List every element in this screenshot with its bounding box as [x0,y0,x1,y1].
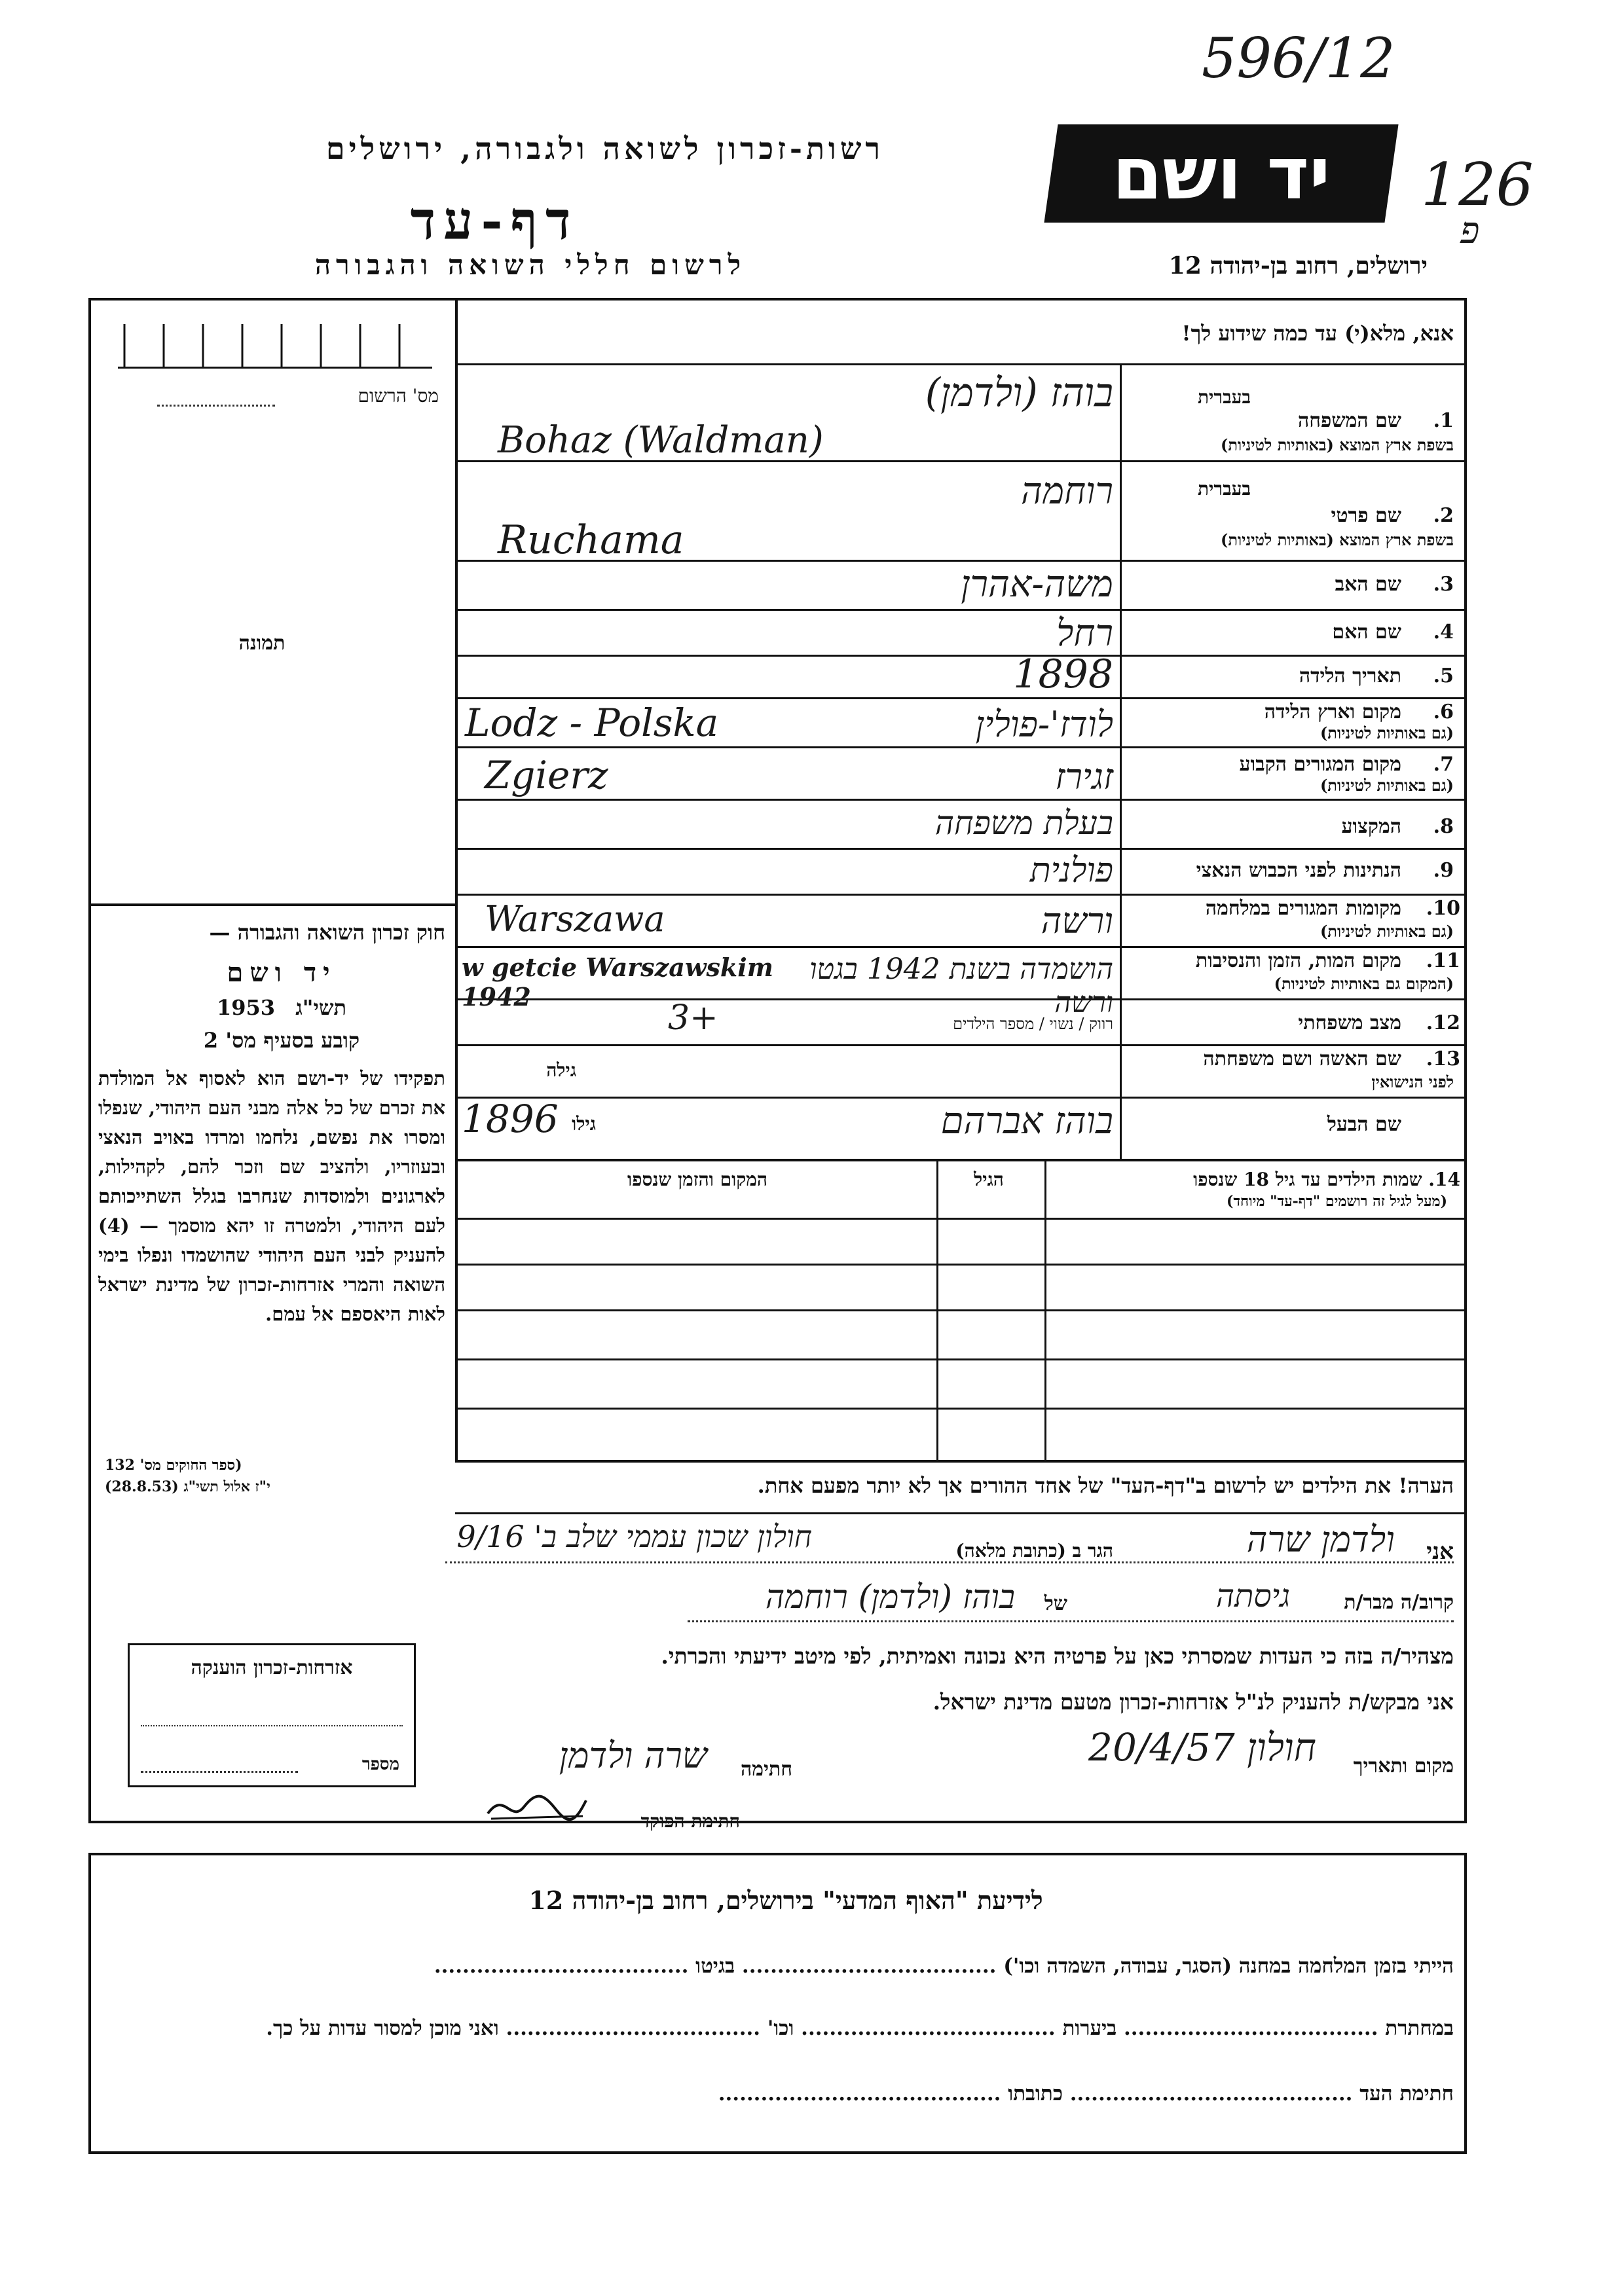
law-clause: קובע בסעיף מס' 2 [203,1028,360,1053]
field-12-options: רווק / נשוי / מספר הילדים [953,1015,1113,1033]
footer-title: לידיעת "האוף המדעי" בירושלים, רחוב בן-יהודה 12 [528,1886,1043,1915]
children-row-line [455,1408,1467,1410]
field-5-label: תאריך הלידה [1299,665,1401,687]
husband-age-label: גילו [572,1113,596,1135]
field-2-number: 2. [1433,504,1454,527]
page-reference: 596/12 [1202,26,1395,90]
field-5-number: 5. [1433,665,1454,687]
field-10-hint: (גם באותיות לטיניות) [1320,922,1454,941]
children-row-line [455,1309,1467,1311]
row-line [455,1044,1467,1046]
field-13-label: שם האשה ושם משפחתה [1203,1048,1401,1070]
law-text: תפקידו של יד-ושם הוא לאסוף אל המולדת את זכרם של כל אלה מבני העם היהודי, שנפלו ומסרו את נפשם, נלחמו ומרדו באויב הנאצי ובעוזריו, ולהציב שם וזכר להם, לקהילות, לארגונים ולמוסדות שנחרבו בגלל השתייכותם לעם היהודי, ולמטרה זו יהא מוסמך — (4) להעניק לבני העם היהודי שהושמדו ונפלו בימי השואה והמרי אזרחות-זכרון של מדינת ישראל לאות היאספם אל עמם. [98,1067,445,1325]
law-year: 1953 [217,995,276,1020]
field-8-label: המקצוע [1341,815,1401,838]
field-8-number: 8. [1433,815,1454,838]
row-line [455,1159,1467,1161]
side-photo-bottom [88,903,455,906]
registration-boxes [118,324,432,369]
field-11-hebrew-value[interactable]: הושמדה בשנת 1942 בגטו ורשה [809,953,1113,1019]
field-2-hint: בשפת ארץ המוצא (באותיות לטיניות) [1221,530,1454,549]
footer-line-3: חתימת העד ........................................ כתובתו ........................................ [718,2082,1454,2105]
authority-name: רשות-זכרון לשואה ולגבורה, ירושלים [325,131,884,166]
witness-address-label: הגר ב (כתובת מלאה) [955,1540,1113,1561]
witness-relative-label: קרוב/ה מבר/ת [1344,1591,1454,1614]
note-bottom [455,1512,1467,1514]
row-line [455,799,1467,801]
field-12-number: 12. [1426,1011,1460,1034]
field-2-hebrew-value[interactable]: רוחמה [1021,470,1113,513]
row-line [455,894,1467,896]
field-10-latin-value[interactable]: Warszawa [485,898,665,939]
witness-place-date-value[interactable]: חולון 20/4/57 [1088,1725,1316,1770]
citizenship-number-label: מספר [361,1755,399,1774]
field-6-latin-value[interactable]: Lodz - Polska [465,701,719,745]
field-1-hint: בשפת ארץ המוצא (באותיות לטיניות) [1221,435,1454,454]
witness-i-label: אני [1426,1539,1454,1565]
row-line [455,746,1467,748]
children-title: 14. שמות הילדים עד גיל 18 שנספו [1193,1169,1460,1190]
field-2-label: שם פרטי [1331,504,1401,527]
field-3-number: 3. [1433,573,1454,596]
witness-relative-value[interactable]: גיסתה [1215,1578,1290,1614]
field-7-hint: (גם באותיות לטיניות) [1320,776,1454,795]
field-3-label: שם האב [1335,573,1401,596]
field-11-hint: (המקום גם באותיות לטיניות) [1274,974,1454,993]
footer-line-1: הייתי בזמן המלחמה במחנה (הסגר, עבודה, השמדה וכו') .................................... בגיטו .................................... [434,1954,1454,1978]
field-5-value[interactable]: 1898 [1013,651,1113,697]
field-4-value[interactable]: רחל [1056,612,1113,655]
witness-relative-line [688,1620,1454,1622]
children-row-line [455,1218,1467,1220]
registration-ticks [118,324,432,367]
law-year-hebrew: תשי"ג [295,995,346,1020]
children-bottom [455,1460,1467,1463]
field-label-divider [1120,363,1122,1159]
law-reference-2: י"ז אלול תשי"ג (28.8.53) [105,1478,270,1495]
header-address: ירושלים, רחוב בן-יהודה 12 [1168,252,1428,280]
field-9-label: הנתינות לפני הכבוש הנאצי [1196,859,1401,882]
witness-name-value[interactable]: ולדמן שרה [1246,1519,1395,1560]
field-1-latin-value[interactable]: Bohaz (Waldman) [498,419,824,462]
field-7-hebrew-value[interactable]: זגירז [1055,756,1113,797]
citizenship-line [141,1725,403,1726]
witness-address-line [445,1561,1454,1563]
margin-reference-sub: פ [1460,210,1480,252]
field-3-value[interactable]: משה-אהרן [961,563,1113,606]
field-13-age-label: גילה [546,1059,576,1081]
witness-sign-label: חתימה [741,1758,792,1781]
footer-line-2: במחתרת .................................... ביערות .................................... וכו' .................................... ואני מוכן למסור עדות על כך. [266,2016,1454,2040]
field-1-hebrew-value[interactable]: בוהז (ולדמן) [925,370,1113,416]
field-12-label: מצב משפחתי [1298,1011,1401,1034]
field-4-number: 4. [1433,621,1454,644]
field-6-hint: (גם באותיות לטיניות) [1320,723,1454,742]
document-title: דף-עד [410,190,579,251]
field-8-value[interactable]: בעלת משפחה [934,804,1113,842]
citizenship-title: אזרחות-זכרון הוענקה [191,1656,353,1679]
citizenship-number-line [141,1771,298,1773]
field-1-label: שם המשפחה [1297,409,1401,432]
children-hint: (מעל לגיל זה רושמים "דף-עד" מיוחד) [1227,1193,1447,1210]
officer-signature-scribble [485,1787,589,1827]
law-title: חוק זכרון השואה והגבורה — [209,920,445,945]
field-12-children-count[interactable]: 3+ [668,998,718,1038]
row-line [455,1097,1467,1099]
document-subtitle: לרשום חללי השואה והגבורה [314,249,747,281]
field-6-label: מקום וארץ הלידה [1264,701,1401,723]
field-left-border [455,363,457,1159]
field-7-label: מקום המגורים הקבוע [1239,753,1401,776]
law-year-row [196,995,367,1020]
field-2-tag: בעברית [1197,478,1251,500]
witness-declaration: מצהיר/ה בזה כי העדות שמסרתי כאן על פרטיה היא נכונה ואמיתית, לפי מיטב ידיעתי והכרתי. [661,1643,1454,1669]
margin-reference: 126 [1421,151,1534,219]
row-line [455,946,1467,948]
photo-label: תמונה [238,632,286,655]
registration-number-line[interactable] [157,405,275,407]
officer-signature[interactable] [485,1787,589,1827]
husband-name-value[interactable]: בוהז אברהם [940,1100,1113,1142]
field-11-number: 11. [1426,949,1460,972]
field-10-number: 10. [1426,897,1460,920]
field-1-number: 1. [1433,409,1454,432]
husband-age-value[interactable]: 1896 [462,1097,559,1141]
children-place-header: המקום והזמן שנספו [627,1169,767,1190]
row-line [455,697,1467,699]
row-line [455,609,1467,611]
husband-label: שם הבעל [1327,1113,1401,1136]
law-reference-1: (ספר החוקים מס' 132 [105,1457,242,1474]
field-6-number: 6. [1433,701,1454,723]
law-name: יד ושם [227,957,337,988]
field-11-latin-value[interactable]: w getcie Warszawskim 1942 [462,953,773,1011]
field-2-latin-value[interactable]: Ruchama [498,517,684,563]
children-row-line [455,1358,1467,1360]
yad-vashem-logo [1044,124,1398,223]
field-13-hint: לפני הנישואין [1371,1072,1454,1091]
field-10-hebrew-value[interactable]: ורשה [1041,900,1113,941]
officer-signature-label: חתימת הפוקד [640,1810,740,1832]
intro-instruction: אנא, מלא(י) עד כמה שידוע לך! [1181,321,1454,346]
children-row-line [455,1264,1467,1266]
witness-request: אני מבקש/ת להעניק לנ"ל אזרחות-זכרון מטעם מדינת ישראל. [932,1689,1454,1715]
witness-signature[interactable]: שרה ולדמן [559,1735,707,1776]
field-9-value[interactable]: פולנית [1029,851,1113,890]
witness-address-value[interactable]: חולון שכון עממי שלב ב' 9/16 [456,1519,812,1554]
registration-number-label: מס' הרשום [358,385,439,407]
field-6-hebrew-value[interactable]: לודז'-פולין [975,704,1113,745]
logo-text: יד ושם [1112,132,1331,215]
field-1-tag: בעברית [1197,386,1251,408]
field-9-number: 9. [1433,859,1454,882]
field-7-number: 7. [1433,753,1454,776]
note-text: הערה! את הילדים יש לרשום ב"דף-העד" של אחד ההורים אך לא יותר מפעם אחת. [757,1473,1454,1498]
witness-of-label: של [1044,1592,1067,1615]
field-13-number: 13. [1426,1048,1460,1070]
witness-place-date-label: מקום ותאריך [1353,1755,1454,1777]
field-7-latin-value[interactable]: Zgierz [485,753,608,797]
witness-of-value[interactable]: בוהז (ולדמן) רוחמה [765,1578,1015,1616]
field-11-label: מקום המות, הזמן והנסיבות [1195,949,1401,972]
children-age-header: הגיל [974,1169,1004,1190]
intro-divider [455,363,1467,365]
field-10-label: מקומות המגורים במלחמה [1205,897,1401,920]
field-4-label: שם האם [1332,621,1401,644]
row-line [455,848,1467,850]
